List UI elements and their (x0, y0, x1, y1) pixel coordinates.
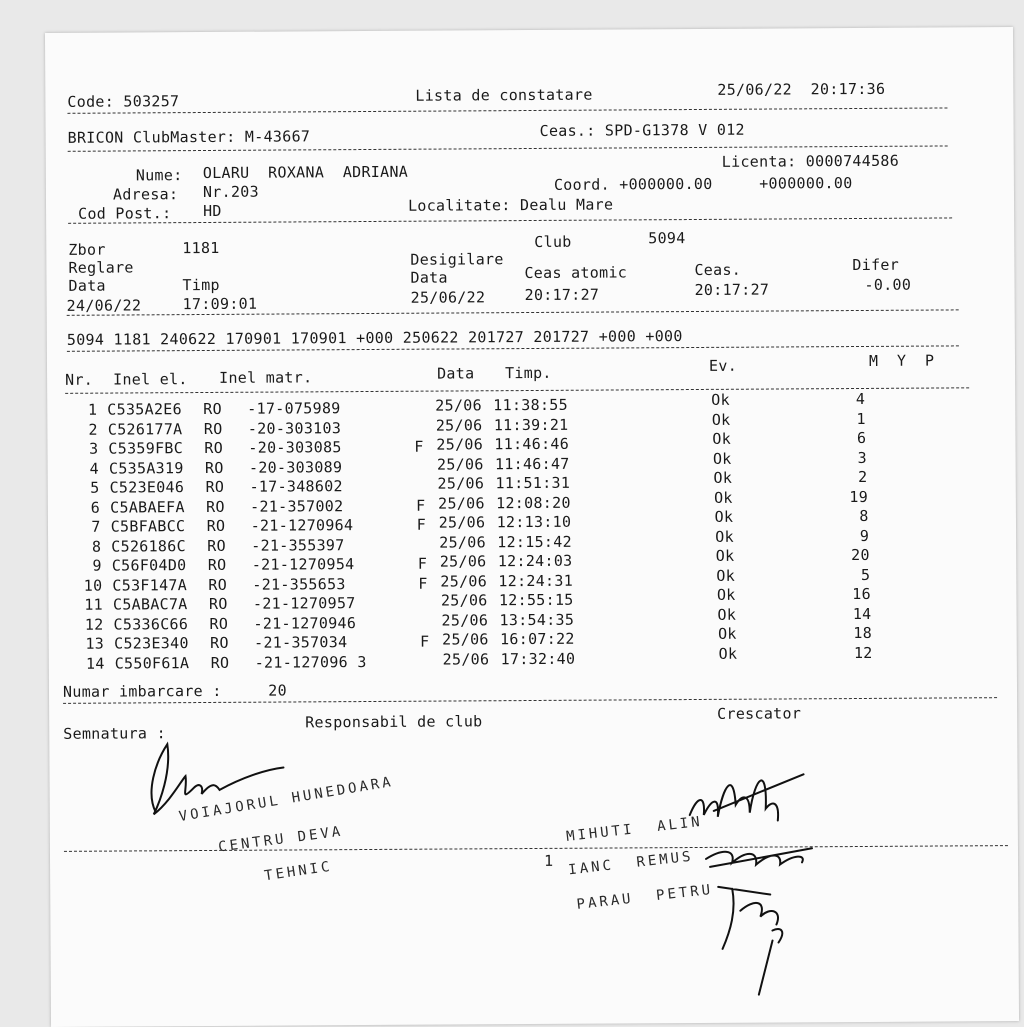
cell-inel: C535A319 (108, 458, 184, 478)
cell-matr: -21-357002 (250, 496, 344, 516)
cell-date: 25/06 (442, 630, 489, 649)
desigilare-date-label: Data (410, 268, 448, 287)
reglare-time-label: Timp (182, 275, 220, 295)
time-difference: -0.00 (864, 275, 912, 294)
cell-inel: C550F61A (114, 653, 190, 673)
cell-matr: -21-1270964 (250, 516, 354, 535)
cell-nr: 5 (90, 478, 100, 497)
cell-ev: Ok (712, 429, 732, 448)
cell-country: RO (206, 497, 225, 516)
cell-nr: 7 (91, 517, 101, 536)
desigilare-label: Desigilare (410, 250, 504, 269)
cell-ev: Ok (714, 507, 734, 526)
breeder-signature-1 (683, 764, 823, 835)
cell-matr: -20-303103 (247, 418, 342, 438)
cell-time: 12:24:03 (497, 551, 573, 571)
boarding-count: Numar imbarcare : 20 (62, 681, 288, 701)
cell-time: 12:08:20 (496, 493, 571, 512)
cell-inel: C523E046 (109, 478, 185, 497)
cell-nr: 2 (88, 420, 98, 439)
reglare-time: 17:09:01 (182, 294, 258, 314)
col-timp: Timp. (505, 363, 552, 383)
cell-ev: Ok (717, 605, 737, 624)
cell-date: 25/06 (437, 474, 485, 493)
cell-inel: C5336C66 (113, 614, 189, 634)
cell-date: 25/06 (439, 532, 486, 552)
club-label: Club (534, 232, 572, 251)
cell-time: 11:51:31 (495, 473, 571, 493)
col-inel-matr: Inel matr. (219, 368, 313, 387)
club-number: 5094 (648, 229, 686, 248)
divider (64, 845, 1008, 852)
signature-label: Semnatura : (63, 724, 166, 743)
cell-country: RO (207, 555, 227, 574)
reglare-label: Reglare (68, 258, 134, 277)
postal-label: Cod Post.: (78, 204, 172, 223)
cell-m: 9 (859, 526, 870, 545)
cell-date: 25/06 (436, 435, 484, 454)
cell-m: 8 (859, 506, 869, 526)
cell-ev: Ok (711, 410, 731, 429)
cell-date: 25/06 (436, 454, 484, 474)
cell-country: RO (208, 594, 228, 613)
commission-member-1: MIHUTI ALIN (565, 813, 704, 845)
cell-country: RO (208, 575, 228, 594)
cell-time: 17:32:40 (500, 649, 576, 668)
cell-time: 11:38:55 (493, 395, 568, 415)
commission-member-2: IANC REMUS (567, 848, 695, 879)
club-stamp-line3: TEHNIC (263, 858, 334, 885)
cell-matr: -20-303089 (248, 457, 343, 477)
cell-inel: C526186C (111, 536, 186, 556)
cell-nr: 8 (91, 537, 102, 556)
cell-inel: C5BFABCC (110, 517, 186, 536)
col-data: Data (437, 364, 475, 383)
cell-date: 25/06 (440, 591, 488, 610)
cell-m: 18 (853, 623, 873, 643)
cell-flag: F (418, 574, 428, 593)
divider (68, 217, 952, 223)
cell-matr: -21-1270954 (251, 555, 355, 574)
cell-ev: Ok (716, 585, 736, 604)
cell-flag: F (417, 554, 428, 573)
col-myp: M Y P (868, 351, 935, 370)
cell-ev: Ok (711, 390, 730, 409)
clock-label: Ceas. (694, 260, 742, 280)
flight-number: 1181 (182, 238, 220, 258)
cell-time: 16:07:22 (500, 629, 575, 649)
cell-matr: -17-348602 (249, 477, 343, 496)
cell-nr: 1 (87, 400, 98, 419)
cell-nr: 9 (92, 556, 102, 575)
cell-inel: C56F04D0 (111, 556, 187, 575)
cell-country: RO (207, 536, 226, 555)
cell-m: 2 (858, 467, 868, 487)
cell-nr: 6 (90, 498, 101, 517)
cell-m: 19 (849, 487, 869, 506)
cell-inel: C5ABAC7A (112, 595, 188, 614)
clubmaster-id: BRICON ClubMaster: M-43667 (67, 127, 311, 147)
cell-country: RO (204, 438, 224, 457)
cell-nr: 3 (89, 439, 99, 458)
cell-nr: 11 (84, 595, 104, 614)
cell-country: RO (206, 516, 226, 535)
col-ev: Ev. (708, 356, 738, 375)
divider (67, 107, 947, 113)
cell-matr: -21-1270946 (253, 613, 357, 633)
report-datetime: 25/06/22 20:17:36 (717, 79, 886, 99)
cell-ev: Ok (715, 546, 735, 565)
postal-code: HD (203, 201, 222, 221)
desigilare-clock-time: 20:17:27 (694, 280, 770, 300)
cell-time: 12:55:15 (498, 590, 574, 610)
cell-country: RO (203, 419, 223, 438)
club-stamp-line1: VOIAJORUL HUNEDOARA (177, 773, 395, 826)
cell-date: 25/06 (439, 552, 487, 571)
difference-label: Difer (852, 255, 900, 275)
breeder-label: Crescator (717, 704, 802, 723)
cell-inel: C5359FBC (108, 439, 184, 458)
locality: Localitate: Dealu Mare (407, 195, 614, 215)
cell-inel: C526177A (107, 419, 183, 439)
cell-country: RO (204, 458, 224, 477)
cell-matr: -21-127096 3 (254, 652, 367, 672)
col-inel-el: Inel el. (113, 370, 188, 389)
cell-flag: F (420, 632, 430, 651)
cell-nr: 13 (85, 634, 105, 653)
cell-country: RO (209, 614, 229, 633)
cell-inel: C5ABAEFA (110, 497, 185, 517)
cell-nr: 10 (83, 576, 103, 595)
cell-m: 4 (855, 389, 866, 409)
address-label: Adresa: (112, 185, 179, 204)
owner-name: OLARU ROXANA ADRIANA (202, 162, 409, 183)
reglare-date: 24/06/22 (66, 296, 142, 315)
club-stamp-line2: CENTRU DEVA (217, 823, 345, 856)
cell-inel: C535A2E6 (107, 400, 182, 419)
cell-matr: -21-1270957 (252, 594, 356, 613)
summary-code-line: 5094 1181 240622 170901 170901 +000 250622 201727 201727 +000 +000 (66, 327, 683, 349)
cell-nr: 14 (85, 654, 105, 673)
cell-m: 16 (852, 584, 871, 604)
name-label: Nume: (135, 166, 183, 185)
commission-member-3: PARAU PETRU (575, 881, 714, 913)
cell-ev: Ok (714, 488, 733, 507)
cell-nr: 12 (84, 615, 104, 634)
cell-time: 12:24:31 (498, 571, 574, 590)
owner-address: Nr.203 (202, 182, 260, 202)
atomic-clock-label: Ceas atomic (524, 263, 628, 283)
license-number: Licenta: 0000744586 (721, 151, 900, 171)
cell-time: 13:54:35 (499, 610, 575, 629)
reglare-date-label: Data (68, 276, 106, 295)
cell-time: 11:39:21 (493, 415, 569, 434)
cell-m: 12 (853, 643, 873, 662)
cell-matr: -17-075989 (247, 399, 341, 418)
club-responsible-label: Responsabil de club (305, 712, 483, 732)
cell-date: 25/06 (438, 493, 485, 513)
cell-matr: -21-357034 (254, 633, 348, 652)
cell-flag: F (416, 496, 426, 515)
cell-ev: Ok (713, 468, 733, 487)
divider (68, 145, 948, 151)
flight-label: Zbor (68, 240, 106, 259)
cell-time: 12:13:10 (496, 512, 572, 532)
cell-m: 6 (856, 428, 867, 448)
cell-nr: 4 (89, 459, 100, 478)
report-title: Lista de constatare (415, 85, 593, 105)
document-sheet (45, 27, 1019, 1027)
cell-flag: F (414, 437, 424, 456)
cell-ev: Ok (716, 566, 736, 585)
cell-date: 25/06 (435, 415, 483, 435)
cell-date: 25/06 (440, 571, 488, 591)
cell-ev: Ok (712, 449, 732, 468)
cell-ev: Ok (717, 624, 737, 643)
desigilare-atomic-time: 20:17:27 (524, 285, 600, 305)
cell-matr: -21-355397 (251, 535, 345, 555)
cell-country: RO (210, 653, 230, 672)
clock-id: Ceas.: SPD-G1378 V 012 (539, 120, 745, 140)
breeder-signature-3 (710, 870, 821, 1001)
cell-date: 25/06 (438, 513, 486, 532)
cell-flag: F (416, 515, 427, 534)
cell-ev: Ok (718, 644, 738, 663)
desigilare-date: 25/06/22 (410, 288, 486, 307)
cell-inel: C53F147A (112, 575, 188, 595)
cell-inel: C523E340 (114, 634, 189, 653)
cell-m: 5 (860, 565, 871, 584)
col-nr: Nr. (65, 370, 94, 389)
cell-country: RO (205, 477, 225, 496)
cell-m: 1 (856, 409, 866, 428)
cell-time: 11:46:47 (494, 454, 570, 473)
cell-ev: Ok (715, 527, 734, 546)
cell-m: 3 (857, 448, 867, 467)
cell-m: 14 (852, 604, 872, 623)
cell-date: 25/06 (442, 649, 490, 669)
commission-number: 1 (543, 851, 554, 870)
cell-time: 11:46:46 (494, 434, 570, 454)
cell-m: 20 (851, 545, 870, 565)
cell-country: RO (203, 399, 222, 419)
report-code: Code: 503257 (67, 92, 180, 111)
cell-matr: -21-355653 (252, 574, 346, 594)
cell-date: 25/06 (441, 610, 489, 630)
cell-time: 12:15:42 (497, 532, 572, 551)
coordinates: Coord. +000000.00 +000000.00 (553, 174, 853, 194)
cell-matr: -20-303085 (248, 438, 342, 457)
cell-date: 25/06 (435, 396, 482, 415)
cell-country: RO (210, 633, 229, 652)
